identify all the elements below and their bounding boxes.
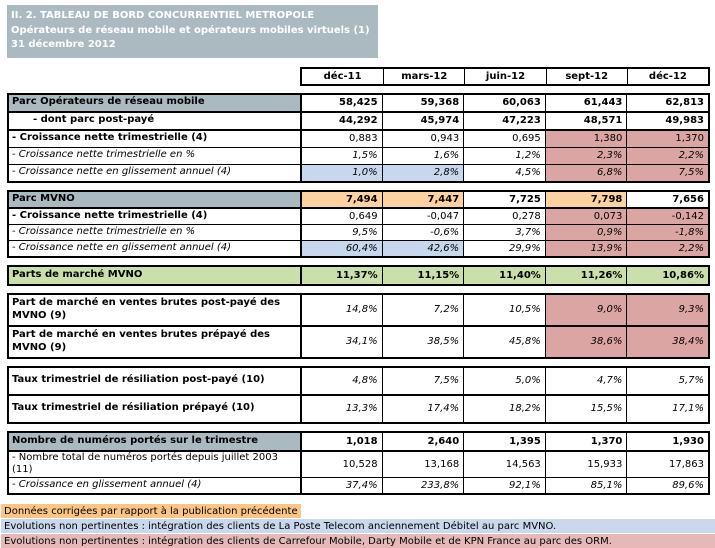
value-cell: 11,40% bbox=[463, 267, 545, 284]
row-label: Parc MVNO bbox=[9, 192, 300, 207]
value-cell: 7,798 bbox=[545, 192, 627, 207]
column-header-juin-12: juin-12 bbox=[464, 69, 545, 84]
row-label: - Croissance nette trimestrielle (4) bbox=[12, 132, 208, 144]
value-cell: 18,2% bbox=[463, 396, 545, 422]
value-cell: 38,6% bbox=[545, 327, 627, 357]
value-cell: 1,370 bbox=[545, 433, 627, 450]
value-cell: 2,2% bbox=[626, 241, 708, 256]
value-cell: 7,5% bbox=[382, 368, 464, 394]
row-label: Part de marché en ventes brutes post-payé des MVNO (9) bbox=[12, 297, 281, 321]
value-cell: 2,640 bbox=[382, 433, 464, 450]
table-row bbox=[9, 209, 708, 225]
value-cell: 5,7% bbox=[626, 368, 708, 394]
table-row bbox=[9, 225, 708, 241]
value-cell: 7,5% bbox=[626, 165, 708, 181]
value-cell: 1,0% bbox=[300, 165, 382, 181]
value-cell: 11,37% bbox=[300, 267, 382, 284]
table-row bbox=[9, 95, 708, 113]
value-cell: 4,5% bbox=[463, 165, 545, 181]
value-cell: 85,1% bbox=[545, 478, 627, 493]
table-row bbox=[9, 478, 708, 493]
column-header-déc-12: déc-12 bbox=[627, 69, 708, 84]
value-cell: 0,9% bbox=[545, 225, 627, 240]
value-cell: 45,8% bbox=[463, 327, 545, 357]
value-cell: 1,930 bbox=[626, 433, 708, 450]
value-cell: 38,4% bbox=[626, 327, 708, 357]
value-cell: 6,8% bbox=[545, 165, 627, 181]
value-cell: 9,5% bbox=[300, 225, 382, 240]
table-row bbox=[9, 327, 708, 357]
table-row bbox=[9, 241, 708, 256]
value-cell: 1,395 bbox=[463, 433, 545, 450]
value-cell: -0,047 bbox=[382, 209, 464, 224]
row-label: - Croissance en glissement annuel (4) bbox=[12, 478, 202, 490]
value-cell: 11,15% bbox=[382, 267, 464, 284]
value-cell: 42,6% bbox=[382, 241, 464, 256]
value-cell: 7,494 bbox=[300, 192, 382, 207]
report-title-line3: 31 décembre 2012 bbox=[11, 39, 116, 50]
value-cell: 14,563 bbox=[463, 452, 545, 477]
row-label: - Croissance nette trimestrielle (4) bbox=[12, 209, 208, 221]
table-row bbox=[9, 452, 708, 478]
section-ventes-brutes bbox=[7, 293, 710, 359]
row-label: - Croissance nette en glissement annuel (4) bbox=[12, 241, 232, 253]
value-cell: 59,368 bbox=[382, 95, 464, 111]
section-numeros-portes bbox=[7, 431, 710, 495]
value-cell: -0,6% bbox=[382, 225, 464, 240]
value-cell: 47,223 bbox=[463, 113, 545, 129]
report-title-line2: Opérateurs de réseau mobile et opérateurs mobiles virtuels (1) bbox=[11, 24, 370, 36]
column-header-déc-11: déc-11 bbox=[323, 70, 362, 82]
value-cell: 17,1% bbox=[626, 396, 708, 422]
column-header-mars-12: mars-12 bbox=[383, 69, 464, 84]
value-cell: -0,142 bbox=[626, 209, 708, 224]
value-cell: 0,073 bbox=[545, 209, 627, 224]
value-cell: 0,649 bbox=[300, 209, 382, 224]
table-row bbox=[9, 113, 708, 131]
value-cell: 9,3% bbox=[626, 295, 708, 325]
value-cell: 17,4% bbox=[382, 396, 464, 422]
section-parc-mvno bbox=[7, 190, 710, 258]
table-row bbox=[9, 165, 708, 181]
row-label: Nombre de numéros portés sur le trimestre bbox=[9, 433, 300, 450]
row-label: Taux trimestriel de résiliation post-payé (10) bbox=[12, 374, 265, 386]
table-row bbox=[9, 433, 708, 452]
value-cell: 34,1% bbox=[300, 327, 382, 357]
footnote: Evolutions non pertinentes : intégration des clients de Carrefour Mobile, Darty Mobile et de KPN France au parc des ORM. bbox=[1, 534, 715, 548]
value-cell: 15,933 bbox=[545, 452, 627, 477]
table-row bbox=[9, 192, 708, 209]
value-cell: 7,656 bbox=[626, 192, 708, 207]
value-cell: 1,2% bbox=[463, 148, 545, 164]
table-row bbox=[9, 148, 708, 165]
footnote: Evolutions non pertinentes : intégration des clients de La Poste Telecom anciennement Débitel au parc MVNO. bbox=[1, 519, 715, 533]
value-cell: 15,5% bbox=[545, 396, 627, 422]
value-cell: 2,2% bbox=[626, 148, 708, 164]
table-sections bbox=[7, 93, 710, 495]
value-cell: 10,86% bbox=[626, 267, 708, 284]
value-cell: 0,943 bbox=[382, 131, 464, 147]
row-label: Part de marché en ventes brutes prépayé des MVNO (9) bbox=[12, 329, 270, 353]
column-headers bbox=[300, 67, 710, 86]
value-cell: 3,7% bbox=[463, 225, 545, 240]
row-label: - Croissance nette en glissement annuel (4) bbox=[12, 166, 232, 178]
value-cell: 4,8% bbox=[300, 368, 382, 394]
column-header-sept-12: sept-12 bbox=[546, 69, 627, 84]
row-label: Parts de marché MVNO bbox=[9, 267, 300, 284]
value-cell: 10,528 bbox=[300, 452, 382, 477]
row-label: Parc Opérateurs de réseau mobile bbox=[9, 95, 300, 111]
value-cell: 5,0% bbox=[463, 368, 545, 394]
table-row bbox=[9, 295, 708, 327]
value-cell: 37,4% bbox=[300, 478, 382, 493]
value-cell: 45,974 bbox=[382, 113, 464, 129]
row-label: - dont parc post-payé bbox=[33, 114, 155, 126]
value-cell: 58,425 bbox=[300, 95, 382, 111]
value-cell: -1,8% bbox=[626, 225, 708, 240]
section-parc-orm bbox=[7, 93, 710, 183]
report-title-line1: II. 2. TABLEAU DE BORD CONCURRENTIEL METROPOLE bbox=[11, 10, 315, 21]
value-cell: 44,292 bbox=[300, 113, 382, 129]
value-cell: 89,6% bbox=[626, 478, 708, 493]
value-cell: 1,5% bbox=[300, 148, 382, 164]
value-cell: 13,3% bbox=[300, 396, 382, 422]
value-cell: 1,370 bbox=[626, 131, 708, 147]
value-cell: 38,5% bbox=[382, 327, 464, 357]
value-cell: 11,26% bbox=[545, 267, 627, 284]
value-cell: 1,380 bbox=[545, 131, 627, 147]
row-label: - Nombre total de numéros portés depuis juillet 2003 (11) bbox=[12, 451, 278, 475]
value-cell: 0,278 bbox=[463, 209, 545, 224]
value-cell: 1,018 bbox=[300, 433, 382, 450]
section-resiliation bbox=[7, 366, 710, 424]
value-cell: 49,983 bbox=[626, 113, 708, 129]
value-cell: 7,725 bbox=[463, 192, 545, 207]
value-cell: 7,447 bbox=[382, 192, 464, 207]
value-cell: 0,695 bbox=[463, 131, 545, 147]
row-label: - Croissance nette trimestrielle en % bbox=[12, 225, 196, 237]
value-cell: 13,9% bbox=[545, 241, 627, 256]
value-cell: 4,7% bbox=[545, 368, 627, 394]
value-cell: 29,9% bbox=[463, 241, 545, 256]
value-cell: 7,2% bbox=[382, 295, 464, 325]
value-cell: 61,443 bbox=[545, 95, 627, 111]
row-label: - Croissance nette trimestrielle en % bbox=[12, 149, 196, 161]
value-cell: 92,1% bbox=[463, 478, 545, 493]
value-cell: 13,168 bbox=[382, 452, 464, 477]
footnotes bbox=[1, 499, 715, 548]
value-cell: 60,4% bbox=[300, 241, 382, 256]
row-label: Taux trimestriel de résiliation prépayé (10) bbox=[12, 402, 255, 414]
value-cell: 9,0% bbox=[545, 295, 627, 325]
table-row bbox=[9, 267, 708, 284]
value-cell: 2,3% bbox=[545, 148, 627, 164]
value-cell: 2,8% bbox=[382, 165, 464, 181]
value-cell: 17,863 bbox=[626, 452, 708, 477]
value-cell: 10,5% bbox=[463, 295, 545, 325]
table-row bbox=[9, 131, 708, 148]
report-title-bar bbox=[7, 5, 378, 58]
section-parts-marche bbox=[7, 265, 710, 286]
table-row bbox=[9, 396, 708, 422]
value-cell: 14,8% bbox=[300, 295, 382, 325]
value-cell: 1,6% bbox=[382, 148, 464, 164]
value-cell: 48,571 bbox=[545, 113, 627, 129]
footnote: Données corrigées par rapport à la publication précédente bbox=[1, 504, 301, 518]
table-row bbox=[9, 368, 708, 396]
value-cell: 233,8% bbox=[382, 478, 464, 493]
value-cell: 60,063 bbox=[463, 95, 545, 111]
value-cell: 0,883 bbox=[300, 131, 382, 147]
value-cell: 62,813 bbox=[626, 95, 708, 111]
